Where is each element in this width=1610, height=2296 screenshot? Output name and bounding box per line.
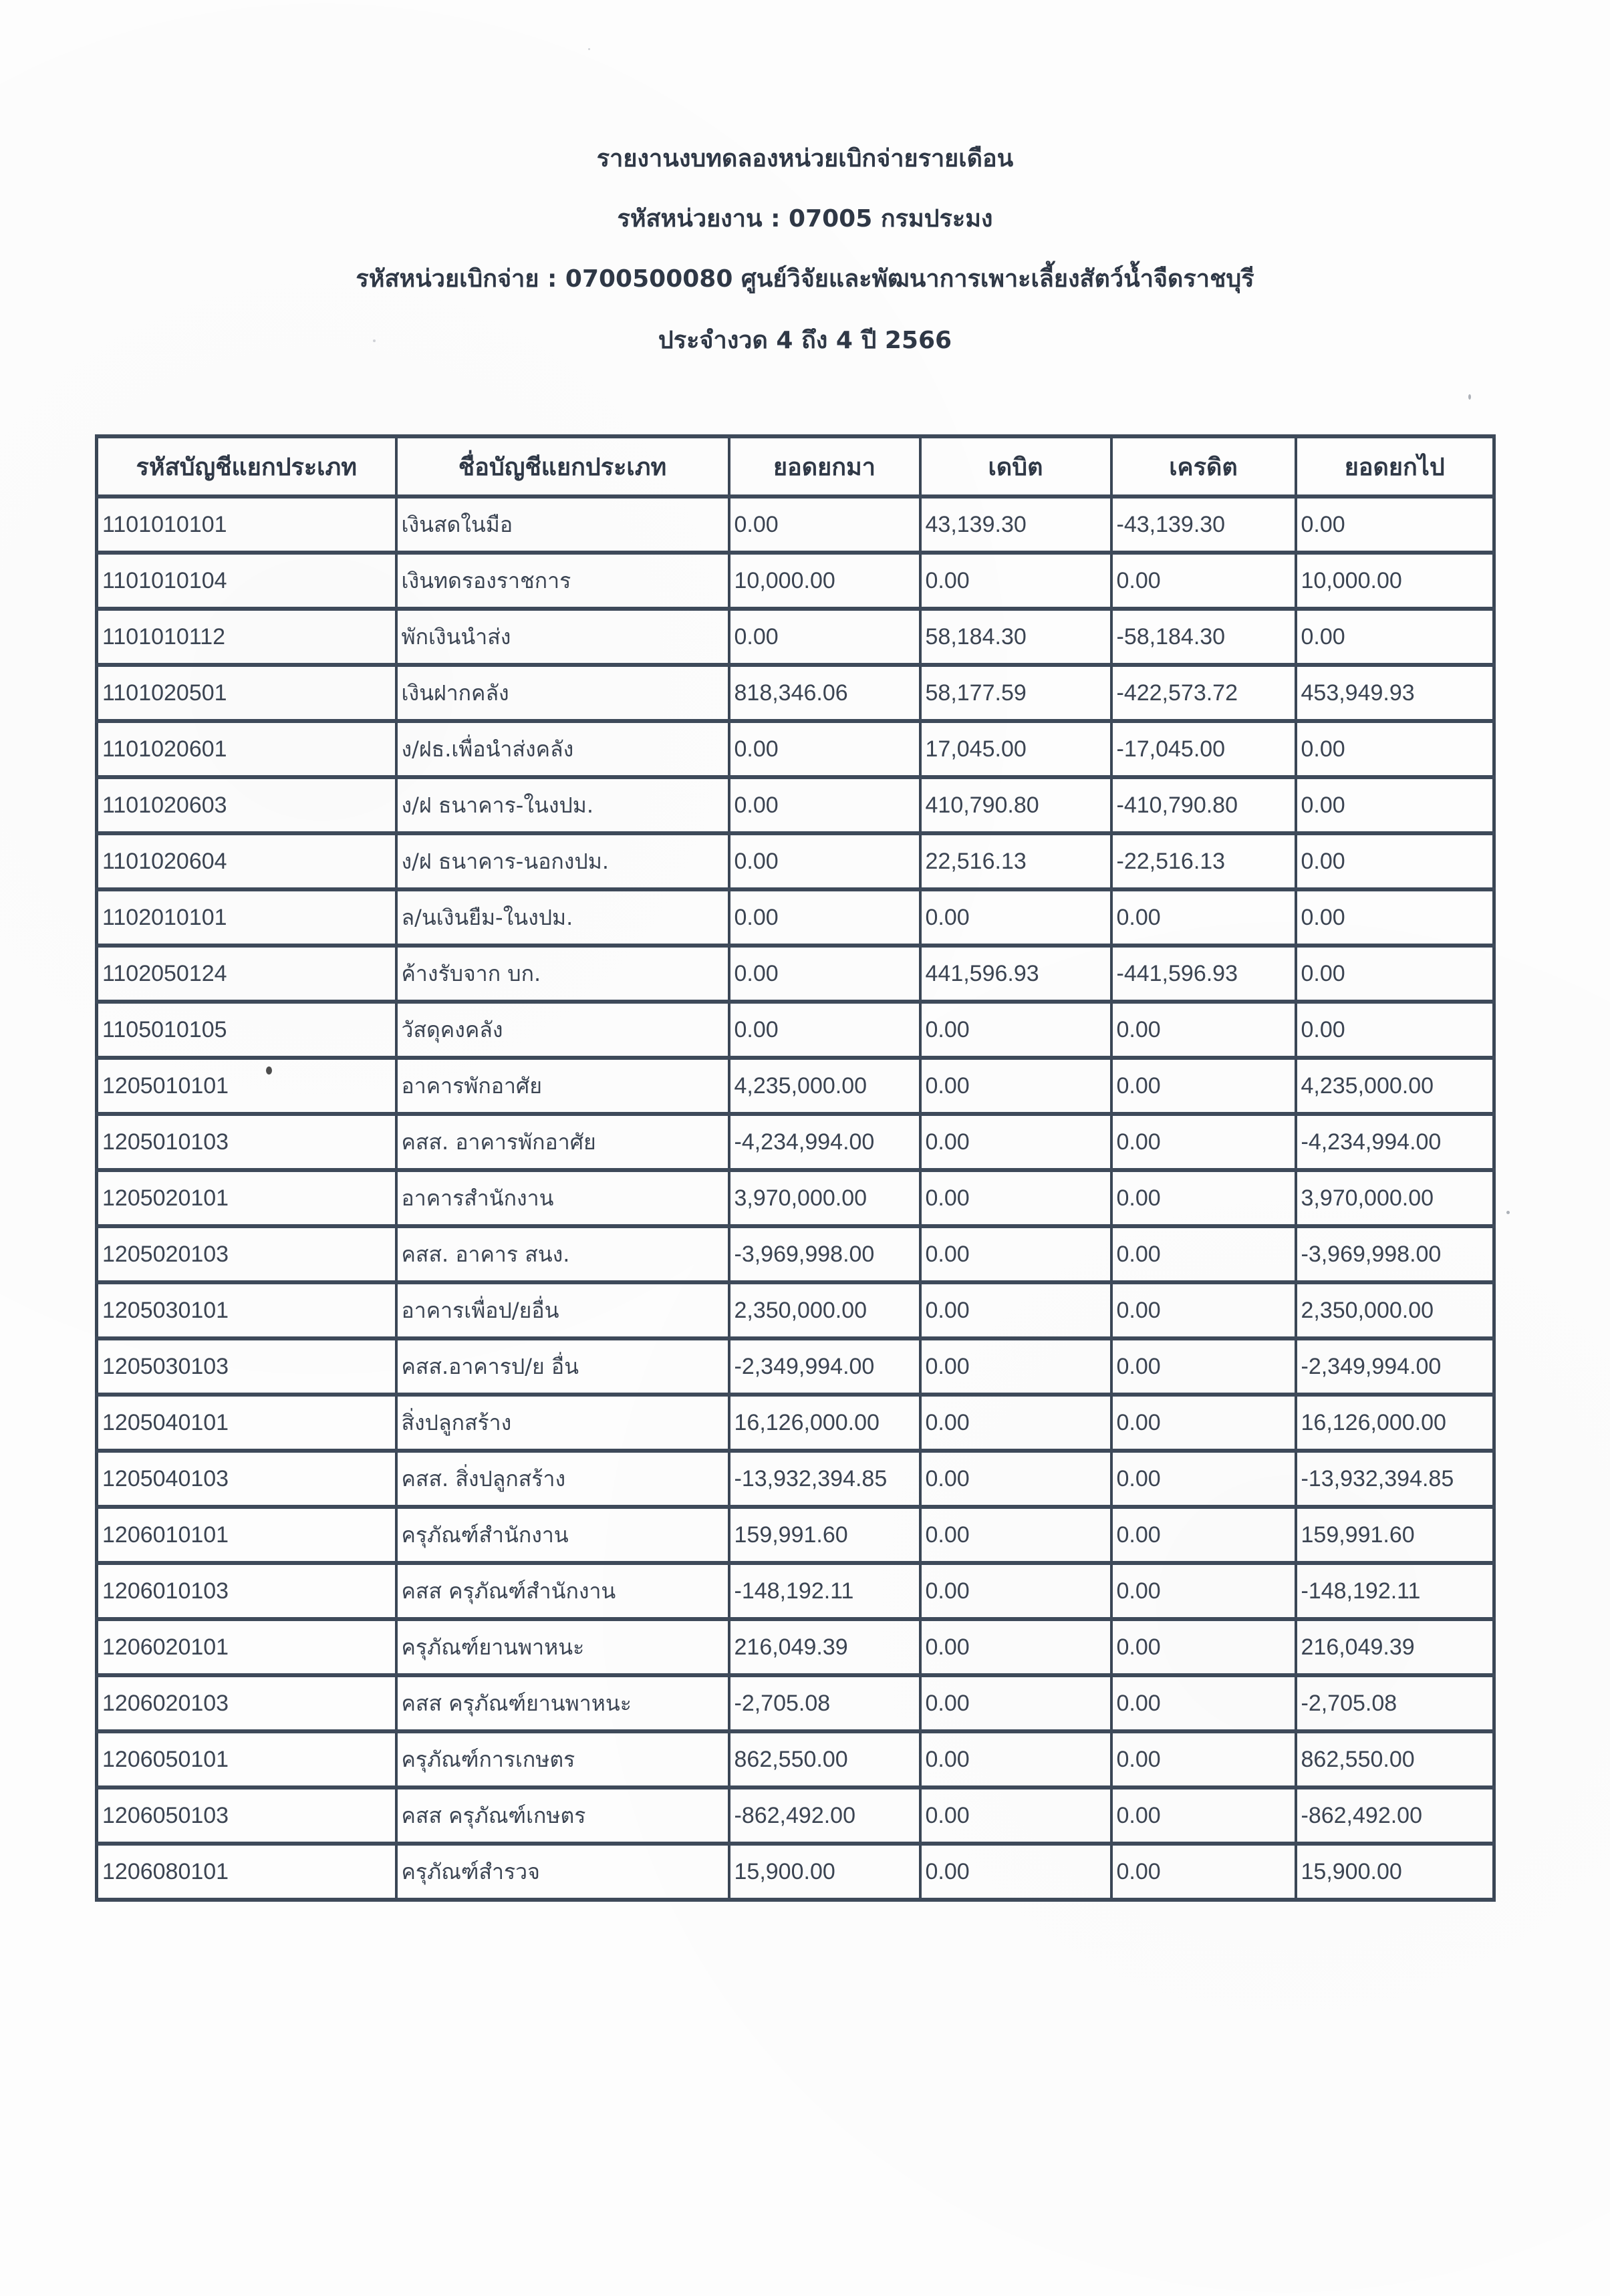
debit-cell: 22,516.13 bbox=[920, 833, 1111, 889]
credit-cell: -17,045.00 bbox=[1111, 721, 1296, 777]
table-header-row bbox=[97, 436, 1494, 496]
account-name-cell: ล/นเงินยืม-ในงปม. bbox=[396, 889, 729, 946]
account-code-cell: 1205020103 bbox=[97, 1226, 396, 1282]
account-code-cell: 1206020103 bbox=[97, 1675, 396, 1731]
table-row bbox=[97, 777, 1494, 833]
credit-cell: 0.00 bbox=[1111, 1002, 1296, 1058]
account-code-cell: 1205040103 bbox=[97, 1451, 396, 1507]
scan-speck bbox=[588, 48, 590, 50]
closing-balance-cell: 16,126,000.00 bbox=[1296, 1395, 1494, 1451]
account-name-cell: อาคารสำนักงาน bbox=[396, 1170, 729, 1226]
closing-balance-cell: 0.00 bbox=[1296, 609, 1494, 665]
closing-balance-cell: -3,969,998.00 bbox=[1296, 1226, 1494, 1282]
account-name-cell: สิ่งปลูกสร้าง bbox=[396, 1395, 729, 1451]
account-name-cell: พักเงินนำส่ง bbox=[396, 609, 729, 665]
closing-balance-cell: 453,949.93 bbox=[1296, 665, 1494, 721]
account-code-cell: 1205010101 bbox=[97, 1058, 396, 1114]
debit-cell: 0.00 bbox=[920, 1058, 1111, 1114]
closing-balance-cell: 0.00 bbox=[1296, 889, 1494, 946]
account-code-cell: 1206050101 bbox=[97, 1731, 396, 1787]
credit-cell: 0.00 bbox=[1111, 1338, 1296, 1395]
closing-balance-cell: -2,349,994.00 bbox=[1296, 1338, 1494, 1395]
account-name-cell: คสส ครุภัณฑ์สำนักงาน bbox=[396, 1563, 729, 1619]
scan-speck bbox=[266, 1066, 272, 1074]
account-name-cell: ครุภัณฑ์สำรวจ bbox=[396, 1844, 729, 1900]
closing-balance-cell: 10,000.00 bbox=[1296, 553, 1494, 609]
opening-balance-cell: -4,234,994.00 bbox=[729, 1114, 920, 1170]
column-header-account-name: ชื่อบัญชีแยกประเภท bbox=[396, 436, 729, 496]
closing-balance-cell: 216,049.39 bbox=[1296, 1619, 1494, 1675]
opening-balance-cell: 0.00 bbox=[729, 833, 920, 889]
debit-cell: 0.00 bbox=[920, 553, 1111, 609]
table-row bbox=[97, 1395, 1494, 1451]
table-row bbox=[97, 1844, 1494, 1900]
opening-balance-cell: -2,349,994.00 bbox=[729, 1338, 920, 1395]
opening-balance-cell: 216,049.39 bbox=[729, 1619, 920, 1675]
closing-balance-cell: 3,970,000.00 bbox=[1296, 1170, 1494, 1226]
table-row bbox=[97, 553, 1494, 609]
period-line: ประจำงวด 4 ถึง 4 ปี 2566 bbox=[658, 327, 952, 354]
opening-balance-cell: 0.00 bbox=[729, 777, 920, 833]
column-header-opening-balance: ยอดยกมา bbox=[729, 436, 920, 496]
credit-cell: 0.00 bbox=[1111, 1675, 1296, 1731]
closing-balance-cell: -862,492.00 bbox=[1296, 1787, 1494, 1844]
account-name-cell: คสส. อาคาร สนง. bbox=[396, 1226, 729, 1282]
opening-balance-cell: 862,550.00 bbox=[729, 1731, 920, 1787]
account-name-cell: ครุภัณฑ์ยานพาหนะ bbox=[396, 1619, 729, 1675]
debit-cell: 0.00 bbox=[920, 1282, 1111, 1338]
debit-cell: 0.00 bbox=[920, 1619, 1111, 1675]
closing-balance-cell: -148,192.11 bbox=[1296, 1563, 1494, 1619]
column-header-credit: เครดิต bbox=[1111, 436, 1296, 496]
debit-cell: 0.00 bbox=[920, 1451, 1111, 1507]
table-row bbox=[97, 1675, 1494, 1731]
table-row bbox=[97, 609, 1494, 665]
debit-cell: 0.00 bbox=[920, 1338, 1111, 1395]
closing-balance-cell: 0.00 bbox=[1296, 721, 1494, 777]
scan-speck bbox=[1468, 394, 1471, 400]
account-code-cell: 1206010101 bbox=[97, 1507, 396, 1563]
account-code-cell: 1206020101 bbox=[97, 1619, 396, 1675]
report-title: รายงานงบทดลองหน่วยเบิกจ่ายรายเดือน bbox=[596, 145, 1014, 172]
account-name-cell: คสส.อาคารป/ย อื่น bbox=[396, 1338, 729, 1395]
account-name-cell: ง/ฝธ.เพื่อนำส่งคลัง bbox=[396, 721, 729, 777]
account-code-cell: 1205040101 bbox=[97, 1395, 396, 1451]
closing-balance-cell: -13,932,394.85 bbox=[1296, 1451, 1494, 1507]
debit-cell: 0.00 bbox=[920, 1675, 1111, 1731]
table-row bbox=[97, 721, 1494, 777]
opening-balance-cell: 0.00 bbox=[729, 1002, 920, 1058]
account-code-cell: 1205010103 bbox=[97, 1114, 396, 1170]
scan-speck bbox=[1506, 1211, 1510, 1214]
account-code-cell: 1105010105 bbox=[97, 1002, 396, 1058]
account-name-cell: ง/ฝ ธนาคาร-ในงปม. bbox=[396, 777, 729, 833]
table-row bbox=[97, 1170, 1494, 1226]
closing-balance-cell: 0.00 bbox=[1296, 833, 1494, 889]
closing-balance-cell: -2,705.08 bbox=[1296, 1675, 1494, 1731]
trial-balance-table bbox=[95, 434, 1496, 1902]
table-row bbox=[97, 1731, 1494, 1787]
closing-balance-cell: 0.00 bbox=[1296, 1002, 1494, 1058]
opening-balance-cell: 0.00 bbox=[729, 889, 920, 946]
credit-cell: -58,184.30 bbox=[1111, 609, 1296, 665]
column-header-debit: เดบิต bbox=[920, 436, 1111, 496]
debit-cell: 0.00 bbox=[920, 1731, 1111, 1787]
credit-cell: 0.00 bbox=[1111, 1226, 1296, 1282]
debit-cell: 58,184.30 bbox=[920, 609, 1111, 665]
credit-cell: 0.00 bbox=[1111, 1507, 1296, 1563]
table-row bbox=[97, 889, 1494, 946]
debit-cell: 0.00 bbox=[920, 1114, 1111, 1170]
opening-balance-cell: 15,900.00 bbox=[729, 1844, 920, 1900]
debit-cell: 17,045.00 bbox=[920, 721, 1111, 777]
table-row bbox=[97, 1787, 1494, 1844]
account-name-cell: อาคารพักอาศัย bbox=[396, 1058, 729, 1114]
credit-cell: 0.00 bbox=[1111, 1731, 1296, 1787]
debit-cell: 0.00 bbox=[920, 1844, 1111, 1900]
credit-cell: 0.00 bbox=[1111, 889, 1296, 946]
disbursement-unit-line: รหัสหน่วยเบิกจ่าย : 0700500080 ศูนย์วิจัยและพัฒนาการเพาะเลี้ยงสัตว์น้ำจืดราชบุรี bbox=[356, 265, 1254, 293]
table-row bbox=[97, 833, 1494, 889]
account-code-cell: 1101020601 bbox=[97, 721, 396, 777]
account-name-cell: ครุภัณฑ์สำนักงาน bbox=[396, 1507, 729, 1563]
scan-speck bbox=[373, 339, 376, 342]
credit-cell: -22,516.13 bbox=[1111, 833, 1296, 889]
opening-balance-cell: 818,346.06 bbox=[729, 665, 920, 721]
account-name-cell: อาคารเพื่อป/ยอื่น bbox=[396, 1282, 729, 1338]
account-code-cell: 1101010104 bbox=[97, 553, 396, 609]
opening-balance-cell: 0.00 bbox=[729, 721, 920, 777]
opening-balance-cell: -862,492.00 bbox=[729, 1787, 920, 1844]
opening-balance-cell: 3,970,000.00 bbox=[729, 1170, 920, 1226]
account-code-cell: 1206050103 bbox=[97, 1787, 396, 1844]
account-code-cell: 1205020101 bbox=[97, 1170, 396, 1226]
closing-balance-cell: 15,900.00 bbox=[1296, 1844, 1494, 1900]
table-row bbox=[97, 1338, 1494, 1395]
account-code-cell: 1206010103 bbox=[97, 1563, 396, 1619]
agency-code-line: รหัสหน่วยงาน : 07005 กรมประมง bbox=[617, 205, 993, 233]
account-code-cell: 1101010112 bbox=[97, 609, 396, 665]
opening-balance-cell: 2,350,000.00 bbox=[729, 1282, 920, 1338]
table-row bbox=[97, 1282, 1494, 1338]
debit-cell: 0.00 bbox=[920, 1563, 1111, 1619]
table-row bbox=[97, 1451, 1494, 1507]
debit-cell: 0.00 bbox=[920, 1507, 1111, 1563]
opening-balance-cell: -13,932,394.85 bbox=[729, 1451, 920, 1507]
account-code-cell: 1205030101 bbox=[97, 1282, 396, 1338]
credit-cell: 0.00 bbox=[1111, 1451, 1296, 1507]
closing-balance-cell: -4,234,994.00 bbox=[1296, 1114, 1494, 1170]
table-row bbox=[97, 1226, 1494, 1282]
table-row bbox=[97, 1058, 1494, 1114]
column-header-account-code: รหัสบัญชีแยกประเภท bbox=[97, 436, 396, 496]
credit-cell: 0.00 bbox=[1111, 1787, 1296, 1844]
table-row bbox=[97, 1114, 1494, 1170]
table-row bbox=[97, 946, 1494, 1002]
table-row bbox=[97, 1619, 1494, 1675]
debit-cell: 0.00 bbox=[920, 889, 1111, 946]
debit-cell: 58,177.59 bbox=[920, 665, 1111, 721]
account-code-cell: 1101020603 bbox=[97, 777, 396, 833]
table-row bbox=[97, 496, 1494, 553]
account-name-cell: คสส ครุภัณฑ์เกษตร bbox=[396, 1787, 729, 1844]
opening-balance-cell: 0.00 bbox=[729, 496, 920, 553]
table-row bbox=[97, 1563, 1494, 1619]
debit-cell: 0.00 bbox=[920, 1787, 1111, 1844]
closing-balance-cell: 4,235,000.00 bbox=[1296, 1058, 1494, 1114]
credit-cell: 0.00 bbox=[1111, 1058, 1296, 1114]
column-header-closing-balance: ยอดยกไป bbox=[1296, 436, 1494, 496]
account-name-cell: คสส. อาคารพักอาศัย bbox=[396, 1114, 729, 1170]
credit-cell: 0.00 bbox=[1111, 1619, 1296, 1675]
debit-cell: 0.00 bbox=[920, 1002, 1111, 1058]
opening-balance-cell: -3,969,998.00 bbox=[729, 1226, 920, 1282]
table-row bbox=[97, 1002, 1494, 1058]
opening-balance-cell: -2,705.08 bbox=[729, 1675, 920, 1731]
account-name-cell: ค้างรับจาก บก. bbox=[396, 946, 729, 1002]
account-code-cell: 1206080101 bbox=[97, 1844, 396, 1900]
table-row bbox=[97, 1507, 1494, 1563]
closing-balance-cell: 0.00 bbox=[1296, 777, 1494, 833]
opening-balance-cell: 0.00 bbox=[729, 946, 920, 1002]
credit-cell: 0.00 bbox=[1111, 1282, 1296, 1338]
debit-cell: 441,596.93 bbox=[920, 946, 1111, 1002]
credit-cell: 0.00 bbox=[1111, 553, 1296, 609]
account-name-cell: ครุภัณฑ์การเกษตร bbox=[396, 1731, 729, 1787]
opening-balance-cell: 159,991.60 bbox=[729, 1507, 920, 1563]
opening-balance-cell: 10,000.00 bbox=[729, 553, 920, 609]
credit-cell: 0.00 bbox=[1111, 1170, 1296, 1226]
table-row bbox=[97, 665, 1494, 721]
account-name-cell: ง/ฝ ธนาคาร-นอกงปม. bbox=[396, 833, 729, 889]
credit-cell: -422,573.72 bbox=[1111, 665, 1296, 721]
opening-balance-cell: -148,192.11 bbox=[729, 1563, 920, 1619]
debit-cell: 43,139.30 bbox=[920, 496, 1111, 553]
opening-balance-cell: 16,126,000.00 bbox=[729, 1395, 920, 1451]
account-code-cell: 1205030103 bbox=[97, 1338, 396, 1395]
credit-cell: -410,790.80 bbox=[1111, 777, 1296, 833]
closing-balance-cell: 862,550.00 bbox=[1296, 1731, 1494, 1787]
account-code-cell: 1101010101 bbox=[97, 496, 396, 553]
closing-balance-cell: 0.00 bbox=[1296, 946, 1494, 1002]
credit-cell: -441,596.93 bbox=[1111, 946, 1296, 1002]
account-code-cell: 1101020501 bbox=[97, 665, 396, 721]
opening-balance-cell: 4,235,000.00 bbox=[729, 1058, 920, 1114]
account-code-cell: 1102010101 bbox=[97, 889, 396, 946]
closing-balance-cell: 2,350,000.00 bbox=[1296, 1282, 1494, 1338]
credit-cell: 0.00 bbox=[1111, 1395, 1296, 1451]
account-code-cell: 1102050124 bbox=[97, 946, 396, 1002]
debit-cell: 410,790.80 bbox=[920, 777, 1111, 833]
credit-cell: 0.00 bbox=[1111, 1114, 1296, 1170]
credit-cell: 0.00 bbox=[1111, 1844, 1296, 1900]
account-name-cell: คสส ครุภัณฑ์ยานพาหนะ bbox=[396, 1675, 729, 1731]
closing-balance-cell: 0.00 bbox=[1296, 496, 1494, 553]
account-name-cell: เงินสดในมือ bbox=[396, 496, 729, 553]
debit-cell: 0.00 bbox=[920, 1226, 1111, 1282]
credit-cell: -43,139.30 bbox=[1111, 496, 1296, 553]
debit-cell: 0.00 bbox=[920, 1395, 1111, 1451]
account-name-cell: เงินฝากคลัง bbox=[396, 665, 729, 721]
account-code-cell: 1101020604 bbox=[97, 833, 396, 889]
debit-cell: 0.00 bbox=[920, 1170, 1111, 1226]
account-name-cell: เงินทดรองราชการ bbox=[396, 553, 729, 609]
credit-cell: 0.00 bbox=[1111, 1563, 1296, 1619]
account-name-cell: คสส. สิ่งปลูกสร้าง bbox=[396, 1451, 729, 1507]
account-name-cell: วัสดุคงคลัง bbox=[396, 1002, 729, 1058]
opening-balance-cell: 0.00 bbox=[729, 609, 920, 665]
table-body bbox=[97, 496, 1494, 1900]
closing-balance-cell: 159,991.60 bbox=[1296, 1507, 1494, 1563]
